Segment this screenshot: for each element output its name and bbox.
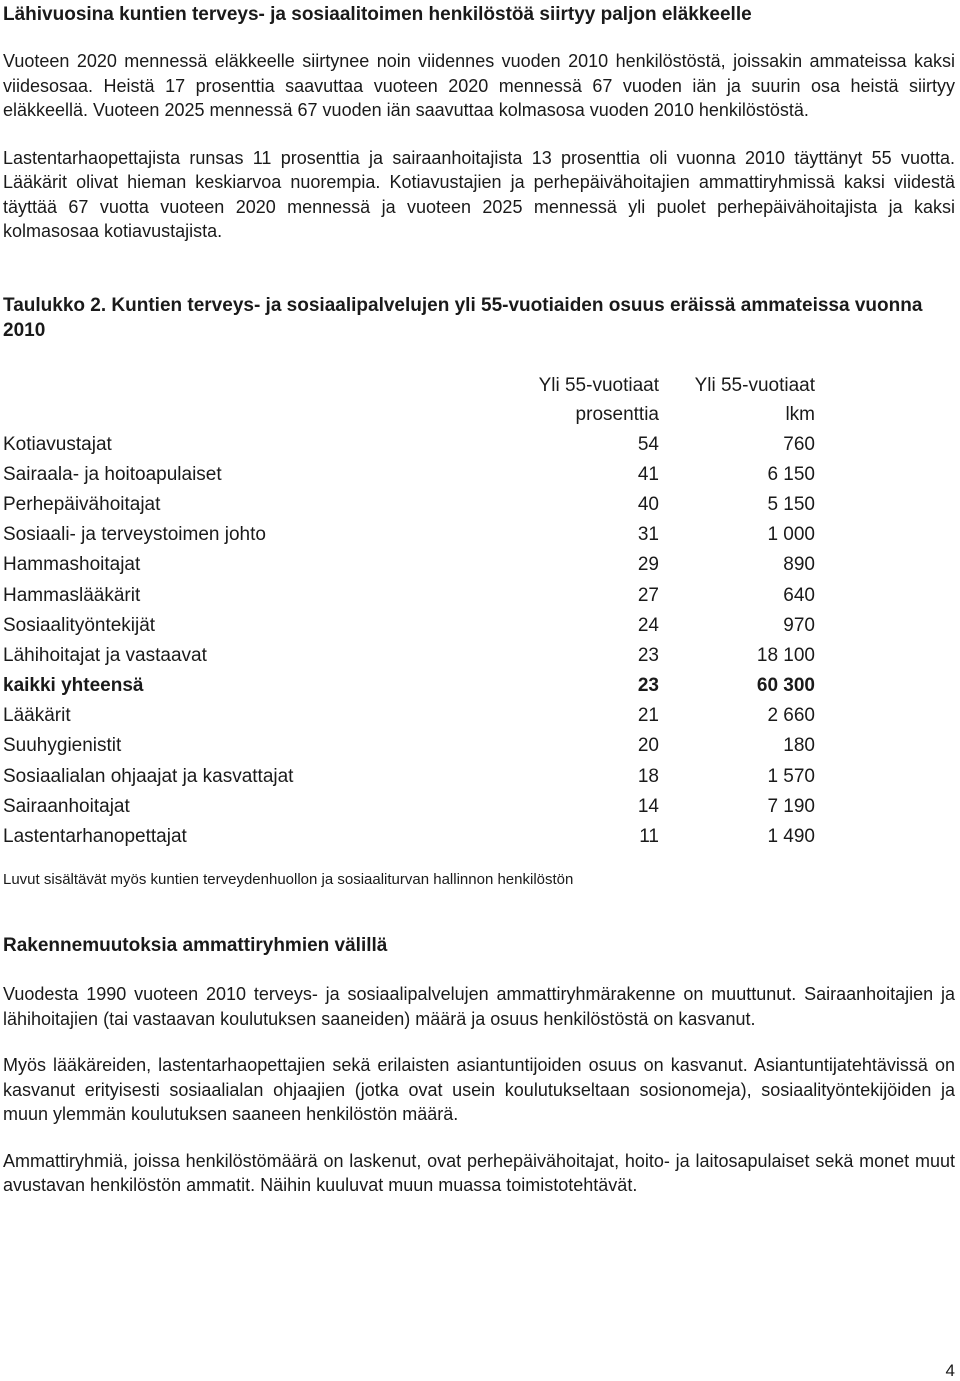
share-percent: 20 xyxy=(637,735,659,757)
share-percent: 21 xyxy=(637,705,659,727)
table-footnote: Luvut sisältävät myös kuntien terveydenhuollon ja sosiaaliturvan hallinnon henkilöstön xyxy=(3,871,574,889)
paragraph-structure-3: Ammattiryhmiä, joissa henkilöstömäärä on laskenut, ovat perhepäivähoitajat, hoito- ja laitosapulaiset sekä monet muut avustavan henkilöstön ammatit. Näihin kuuluvat muun muassa toimistotehtävät. xyxy=(3,1150,955,1196)
occupation-name: Sosiaalityöntekijät xyxy=(3,614,156,636)
table-row xyxy=(3,731,815,761)
table-row xyxy=(3,641,815,671)
table-row xyxy=(3,701,815,731)
occupation-name: Lähihoitajat ja vastaavat xyxy=(3,644,207,666)
paragraph-structure-2: Myös lääkäreiden, lastentarhaopettajien sekä erilaisten asiantuntijoiden osuus on kasvanut. Asiantuntijatehtävissä on kasvanut erityisesti sosiaalialan ohjaajien (jotka ovat usein koulutukseltaan sosionomeja), sosiaalityöntekijöiden ja muun ylemmän koulutuksen saaneen henkilöstön määrä. xyxy=(3,1055,955,1125)
headcount: 760 xyxy=(783,433,815,455)
headcount: 1 000 xyxy=(767,524,815,546)
table-row xyxy=(3,430,815,460)
occupation-name: Sosiaali- ja terveystoimen johto xyxy=(3,524,266,546)
occupation-name: Suuhygienistit xyxy=(3,735,122,757)
table-header-row-1 xyxy=(3,372,815,401)
share-percent: 14 xyxy=(637,795,659,817)
table-row xyxy=(3,520,815,550)
headcount: 6 150 xyxy=(767,463,815,485)
header-pct-line2: prosenttia xyxy=(575,404,659,425)
table-row xyxy=(3,550,815,580)
headcount: 180 xyxy=(783,735,815,757)
paragraph-structure-1: Vuodesta 1990 vuoteen 2010 terveys- ja sosiaalipalvelujen ammattiryhmärakenne on muuttunut. Sairaanhoitajien ja lähihoitajien (tai vastaavan koulutuksen saaneiden) määrä ja osuus henkilöstöstä on kasvanut. xyxy=(3,984,955,1029)
share-percent: 31 xyxy=(637,524,659,546)
share-percent: 29 xyxy=(637,554,659,576)
occupation-name: Hammaslääkärit xyxy=(3,584,141,606)
share-percent: 11 xyxy=(639,826,659,848)
headcount: 5 150 xyxy=(767,493,815,515)
table-caption xyxy=(3,293,955,343)
share-percent: 41 xyxy=(637,463,659,485)
table-row xyxy=(3,490,815,520)
header-cnt-line1: Yli 55-vuotiaat xyxy=(694,375,815,396)
share-percent: 54 xyxy=(637,433,659,455)
share-percent: 27 xyxy=(637,584,659,606)
headcount: 2 660 xyxy=(767,705,815,727)
paragraph-retirement-1: Vuoteen 2020 mennessä eläkkeelle siirtynee noin viidennes vuoden 2010 henkilöstöstä, joissakin ammateissa kaksi viidesosaa. Heistä 17 prosenttia saavuttaa vuoteen 2020 mennessä 67 vuoden iän ja suurin osa heistä siirtyy eläkkeellä. Vuoteen 2025 mennessä 67 vuoden iän saavuttaa kolmasosa vuoden 2010 henkilöstöstä. xyxy=(3,51,955,120)
header-pct-line1: Yli 55-vuotiaat xyxy=(538,375,659,396)
table-row xyxy=(3,822,815,852)
headcount: 18 100 xyxy=(756,644,815,666)
share-percent: 40 xyxy=(637,493,659,515)
headcount: 1 570 xyxy=(767,765,815,787)
table-row xyxy=(3,792,815,822)
occupation-name: Hammashoitajat xyxy=(3,554,141,576)
share-percent: 24 xyxy=(637,614,659,636)
header-empty xyxy=(3,401,483,430)
table-title: Kuntien terveys- ja sosiaalipalvelujen yli 55-vuotiaiden osuus eräissä ammateissa vuonna 2010 xyxy=(3,294,923,341)
document-page xyxy=(3,0,955,1198)
header-cnt-line2: lkm xyxy=(785,404,815,425)
table-header-row-2 xyxy=(3,401,815,430)
table-row xyxy=(3,762,815,792)
headcount: 60 300 xyxy=(756,675,815,697)
occupation-name: Sosiaalialan ohjaajat ja kasvattajat xyxy=(3,765,294,787)
headcount: 970 xyxy=(783,614,815,636)
table-row-total xyxy=(3,671,815,701)
occupation-name: Perhepäivähoitajat xyxy=(3,493,161,515)
section-heading-retirement: Lähivuosina kuntien terveys- ja sosiaalitoimen henkilöstöä siirtyy paljon eläkkeelle xyxy=(3,4,752,25)
share-percent: 23 xyxy=(637,675,659,697)
headcount: 1 490 xyxy=(767,826,815,848)
table-row xyxy=(3,460,815,490)
headcount: 640 xyxy=(783,584,815,606)
share-percent: 23 xyxy=(637,644,659,666)
occupation-name: kaikki yhteensä xyxy=(3,675,144,697)
age-share-table xyxy=(3,372,815,853)
paragraph-retirement-2: Lastentarhaopettajista runsas 11 prosenttia ja sairaanhoitajista 13 prosenttia oli vuonna 2010 täyttänyt 55 vuotta. Lääkärit olivat hieman keskiarvoa nuorempia. Kotiavustajien ja perhepäivähoitajien ammattiryhmissä kaksi viidestä täyttää 67 vuotta vuoteen 2020 mennessä ja vuoteen 2025 mennessä yli puolet perhepäivähoitajista ja kaksi kolmasosaa kotiavustajista. xyxy=(3,147,955,241)
section-heading-structure: Rakennemuutoksia ammattiryhmien välillä xyxy=(3,935,388,957)
table-row xyxy=(3,611,815,641)
page-number: 4 xyxy=(945,1361,955,1380)
occupation-name: Lääkärit xyxy=(3,705,71,727)
header-empty xyxy=(3,372,483,401)
table-row xyxy=(3,580,815,610)
occupation-name: Sairaanhoitajat xyxy=(3,795,130,817)
table-label: Taulukko 2. xyxy=(3,294,107,316)
occupation-name: Sairaala- ja hoitoapulaiset xyxy=(3,463,222,485)
occupation-name: Lastentarhanopettajat xyxy=(3,826,187,848)
headcount: 7 190 xyxy=(767,795,815,817)
occupation-name: Kotiavustajat xyxy=(3,433,112,455)
share-percent: 18 xyxy=(637,765,659,787)
headcount: 890 xyxy=(783,554,815,576)
